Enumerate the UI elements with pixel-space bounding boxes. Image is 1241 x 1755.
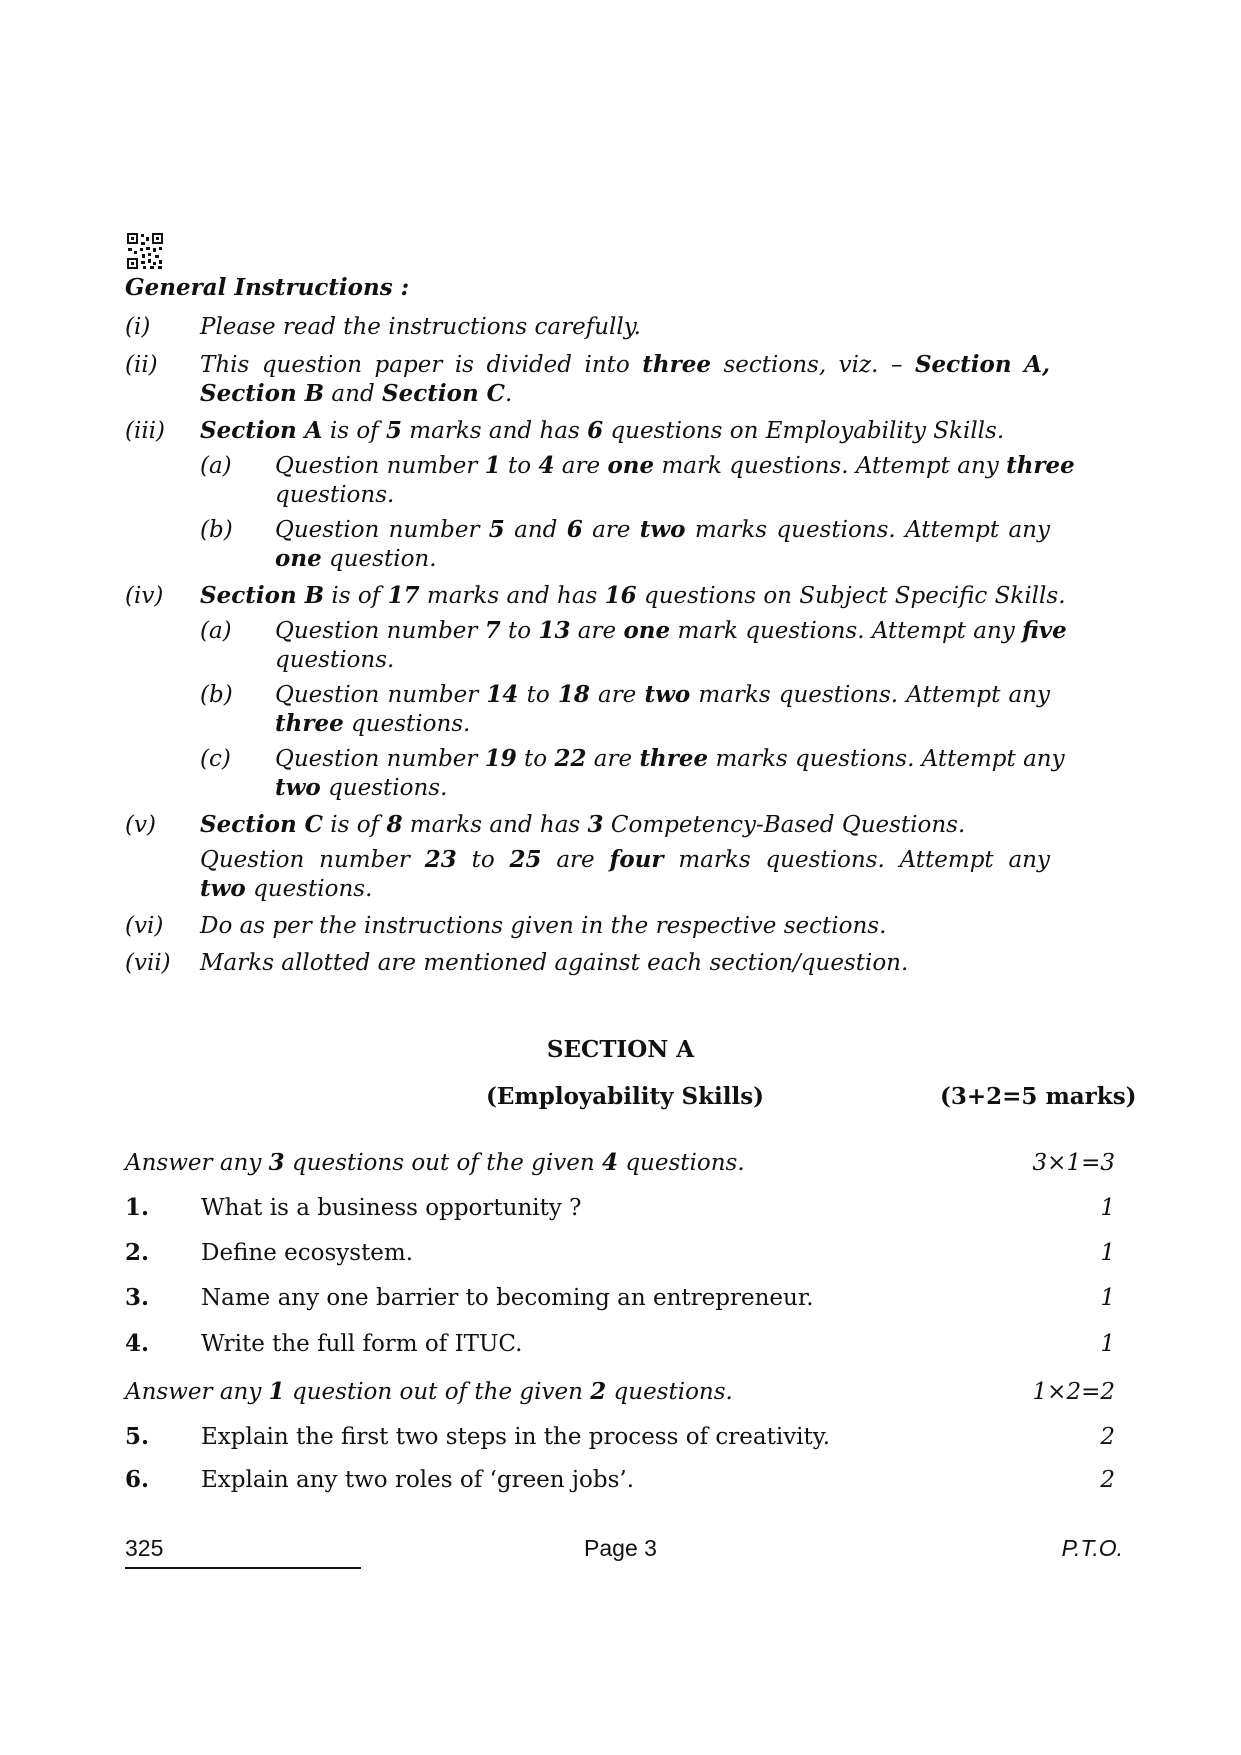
instruction-number: (iii) <box>125 418 166 444</box>
question-text: Explain any two roles of ‘green jobs’. <box>201 1467 635 1493</box>
question-row <box>125 1464 1115 1496</box>
sub-instruction-text: two questions. <box>275 774 448 801</box>
word: paper <box>374 352 443 378</box>
question-group-header <box>125 1147 1115 1179</box>
sub-instruction-number: (a) <box>200 618 232 644</box>
paper-code: 325 <box>125 1535 164 1561</box>
instruction-number: (ii) <box>125 352 158 378</box>
pto-label: P.T.O. <box>1061 1535 1123 1561</box>
word: This <box>200 352 250 378</box>
section-title: SECTION A <box>546 1036 695 1063</box>
instruction-text: Section A is of 5 marks and has 6 questions on Employability Skills. <box>200 417 1005 444</box>
sub-instruction-text: questions. <box>275 482 395 508</box>
sub-instruction-text: Question number 5 and 6 are two marks questions. Attempt any <box>275 516 1050 543</box>
instruction-text: Section B is of 17 marks and has 16 questions on Subject Specific Skills. <box>200 582 1066 609</box>
sub-instruction-number: (b) <box>200 682 233 708</box>
sub-instruction-number: (a) <box>200 453 232 479</box>
question-row <box>125 1192 1115 1224</box>
sub-instruction-text: Question number 7 to 13 are one mark questions. Attempt any five <box>275 617 1067 644</box>
question-number: 3. <box>125 1284 150 1311</box>
instruction-text: two questions. <box>200 875 373 902</box>
section-marks: (3+2=5 marks) <box>940 1083 1137 1110</box>
word: A, <box>1024 351 1050 378</box>
instruction-text: Marks allotted are mentioned against each section/question. <box>200 950 909 976</box>
word: three <box>642 351 711 378</box>
word: – <box>890 352 903 378</box>
question-number: 5. <box>125 1423 150 1450</box>
sub-instruction-text: Question number 1 to 4 are one mark questions. Attempt any three <box>275 452 1075 479</box>
group-instruction: Answer any 3 questions out of the given 4 questions. <box>125 1149 745 1176</box>
sub-instruction-text: questions. <box>275 647 395 673</box>
question-marks: 1 <box>1100 1331 1115 1357</box>
instruction-number: (iv) <box>125 583 164 609</box>
word: Section <box>914 351 1012 378</box>
question-marks: 1 <box>1100 1285 1115 1311</box>
question-text: Define ecosystem. <box>201 1240 414 1266</box>
question-marks: 1 <box>1100 1240 1115 1266</box>
question-text: Name any one barrier to becoming an entrepreneur. <box>201 1285 814 1311</box>
question-text: Write the full form of ITUC. <box>201 1331 523 1357</box>
question-row <box>125 1282 1115 1314</box>
word: sections, <box>723 352 827 378</box>
word: into <box>584 352 630 378</box>
question-row <box>125 1328 1115 1360</box>
question-number: 6. <box>125 1466 150 1493</box>
instruction-text: Do as per the instructions given in the respective sections. <box>200 913 887 939</box>
sub-instruction-text: Question number 14 to 18 are two marks questions. Attempt any <box>275 681 1050 708</box>
question-text: Explain the first two steps in the process of creativity. <box>201 1424 831 1450</box>
page-number: Page 3 <box>584 1535 657 1561</box>
question-number: 4. <box>125 1330 150 1357</box>
qr-code-icon <box>126 232 164 270</box>
instruction-text <box>200 350 1050 380</box>
question-marks: 2 <box>1100 1467 1115 1493</box>
question-row <box>125 1237 1115 1269</box>
word: divided <box>486 352 572 378</box>
word: question <box>261 352 363 378</box>
question-text: What is a business opportunity ? <box>201 1195 582 1221</box>
sub-instruction-number: (b) <box>200 517 233 543</box>
instruction-number: (vi) <box>125 913 164 939</box>
sub-instruction-number: (c) <box>200 746 231 772</box>
instruction-number: (i) <box>125 314 151 340</box>
footer-underline <box>125 1567 361 1569</box>
instruction-text: Please read the instructions carefully. <box>200 314 641 340</box>
sub-instruction-text: three questions. <box>275 710 471 737</box>
word: viz. <box>838 352 879 378</box>
section-subtitle: (Employability Skills) <box>486 1083 765 1110</box>
instruction-number: (vii) <box>125 950 171 976</box>
question-number: 2. <box>125 1239 150 1266</box>
word: is <box>454 352 474 378</box>
general-instructions-title: General Instructions : <box>125 274 410 301</box>
group-marks: 1×2=2 <box>1032 1379 1115 1405</box>
instruction-number: (v) <box>125 812 156 838</box>
instruction-text: Section B and Section C. <box>200 380 513 407</box>
question-marks: 2 <box>1100 1424 1115 1450</box>
instruction-text: Section C is of 8 marks and has 3 Competency-Based Questions. <box>200 811 966 838</box>
question-number: 1. <box>125 1194 150 1221</box>
sub-instruction-text: one question. <box>275 545 437 572</box>
question-row <box>125 1421 1115 1453</box>
group-instruction: Answer any 1 question out of the given 2 questions. <box>125 1378 733 1405</box>
group-marks: 3×1=3 <box>1032 1150 1115 1176</box>
question-marks: 1 <box>1100 1195 1115 1221</box>
sub-instruction-text: Question number 19 to 22 are three marks questions. Attempt any <box>275 745 1065 772</box>
question-group-header <box>125 1376 1115 1408</box>
instruction-text: Question number 23 to 25 are four marks questions. Attempt any <box>200 846 1050 873</box>
